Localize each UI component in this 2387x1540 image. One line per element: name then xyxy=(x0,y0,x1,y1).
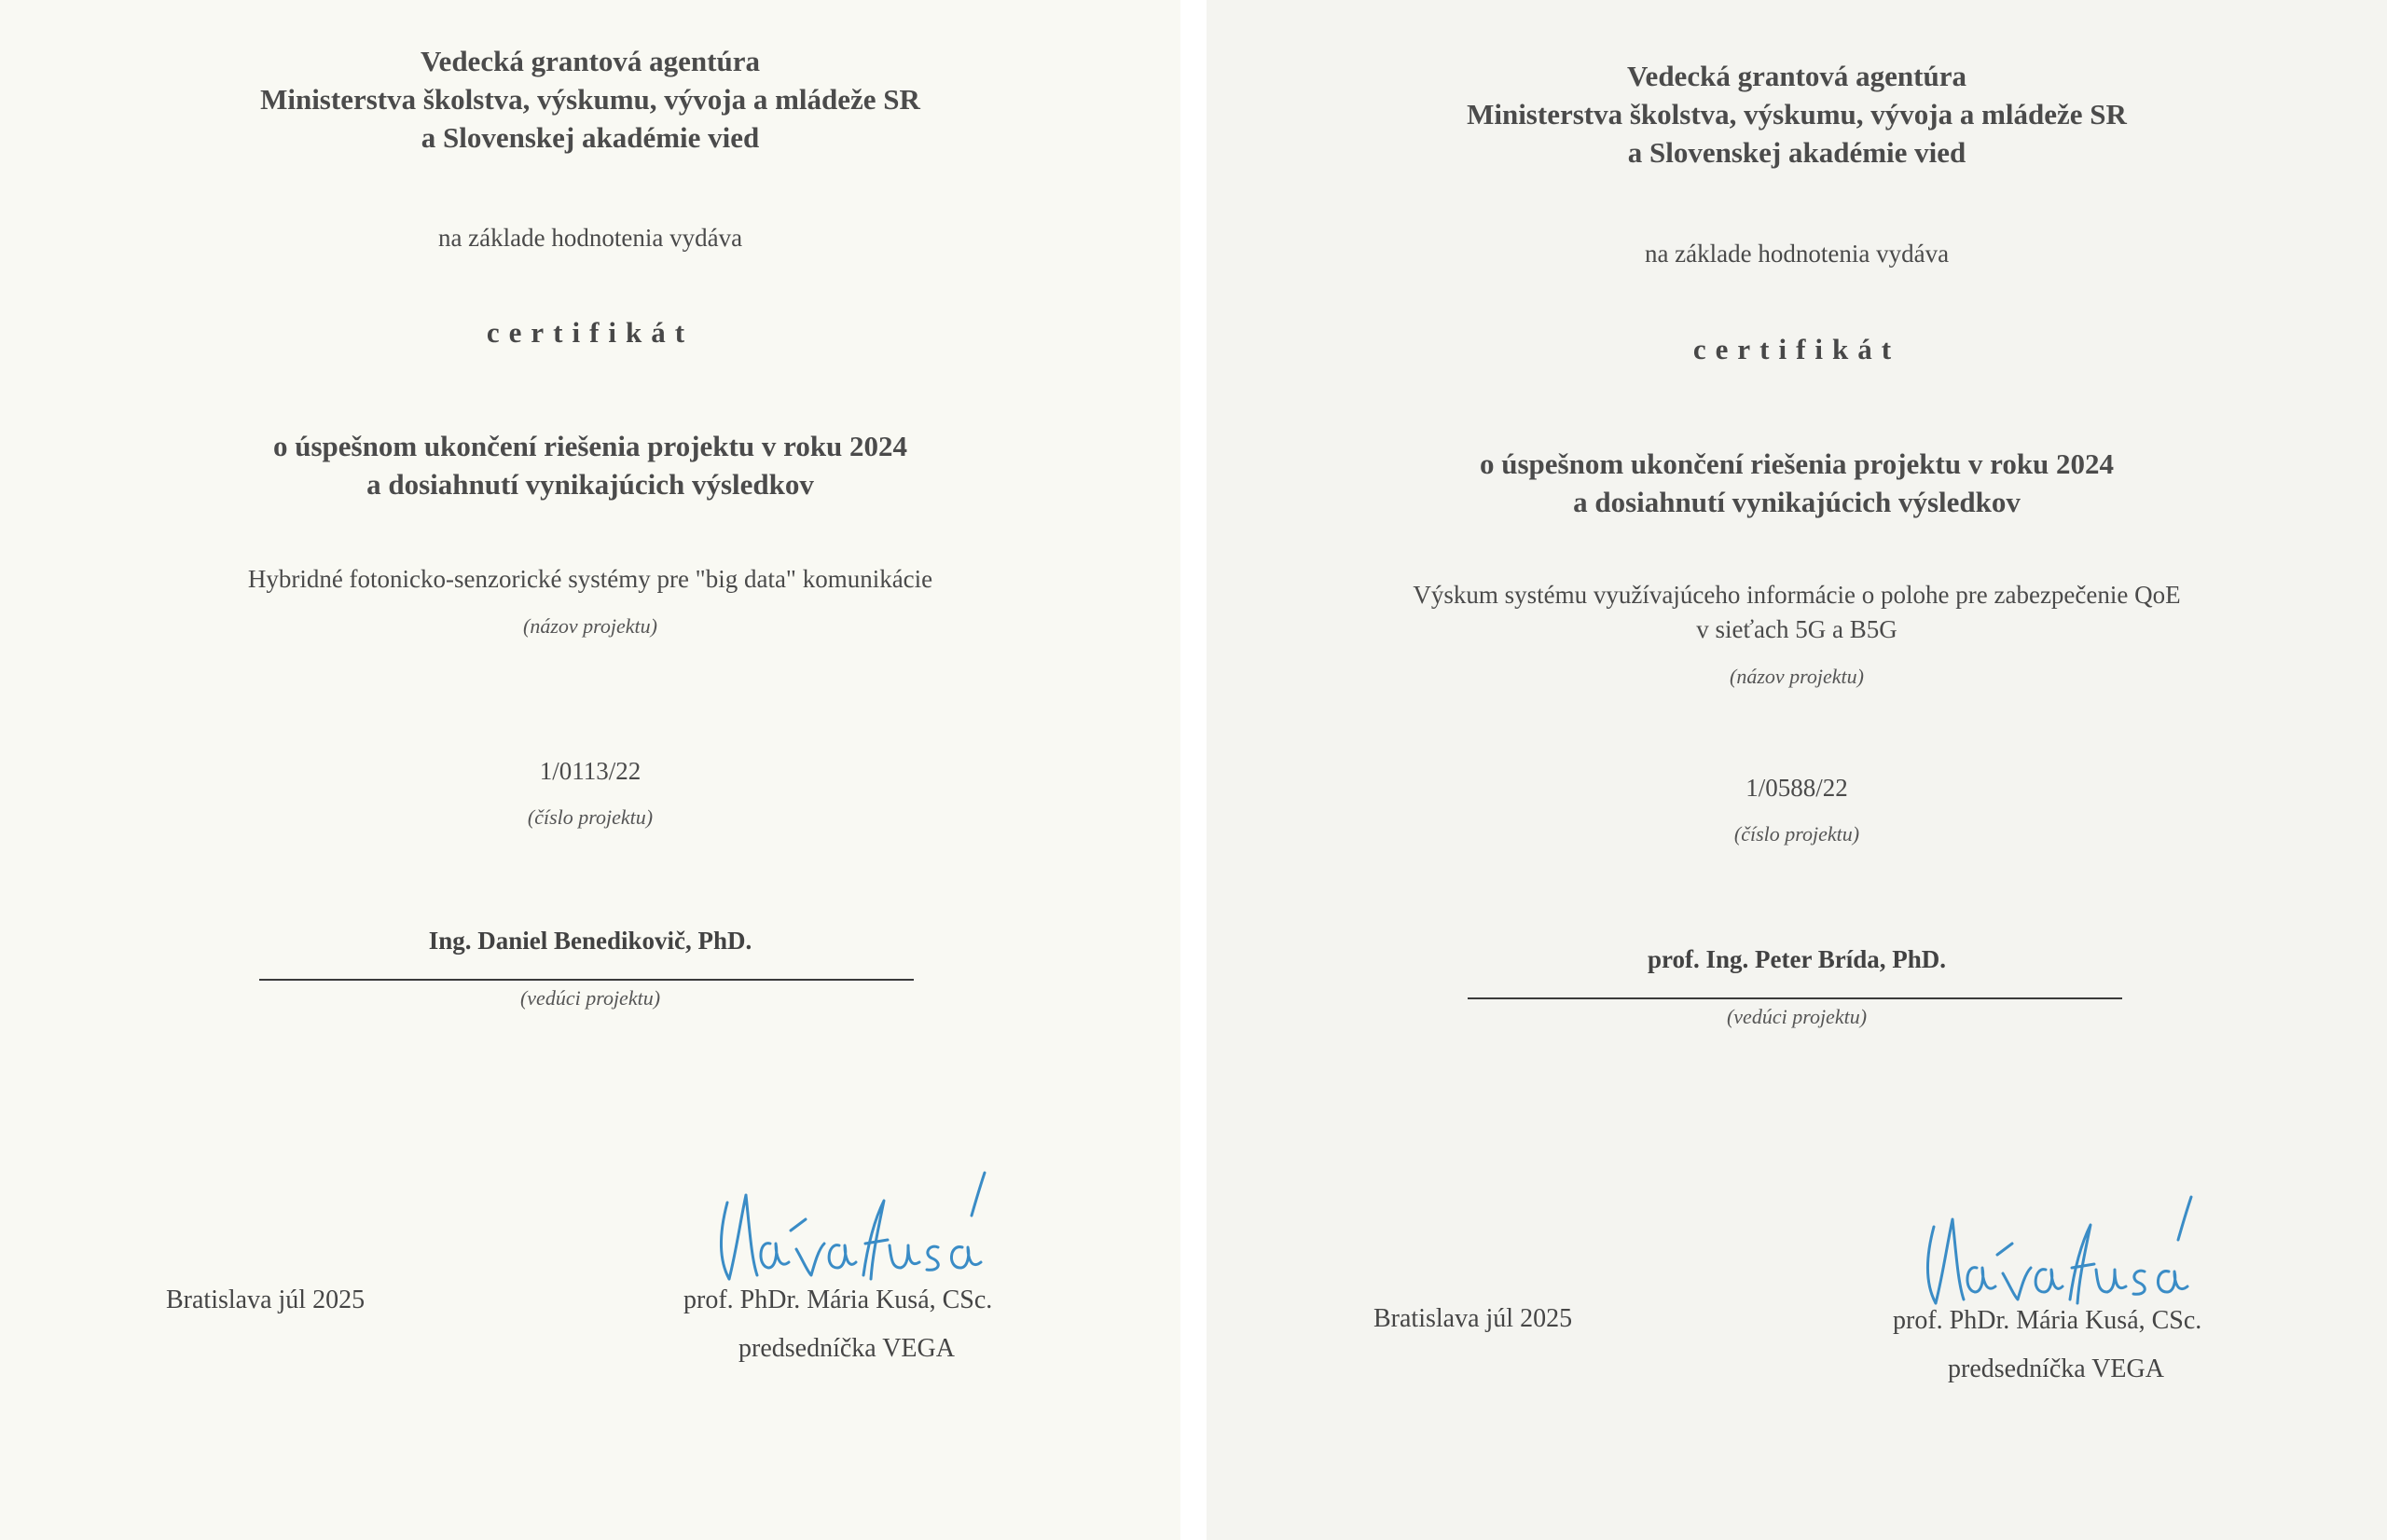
place-and-date: Bratislava júl 2025 xyxy=(166,1286,366,1314)
certificate-left xyxy=(0,0,1180,1540)
certificate-title: certifikát xyxy=(1692,333,1901,365)
project-title: Hybridné fotonicko-senzorické systémy pre "big data" komunikácie xyxy=(247,565,933,593)
issuer-text: na základe hodnotenia vydáva xyxy=(1644,240,1950,268)
purpose-line-1: o úspešnom ukončení riešenia projektu v roku 2024 xyxy=(272,430,908,462)
leader-signature-line xyxy=(1468,997,2122,999)
project-number: 1/0113/22 xyxy=(539,757,642,785)
agency-name: Vedecká grantová agentúra xyxy=(421,45,760,77)
project-title-line-2: v sieťach 5G a B5G xyxy=(1696,615,1897,643)
project-title-caption: (názov projektu) xyxy=(523,614,657,638)
signature xyxy=(1915,1189,2204,1311)
signatory-name: prof. PhDr. Mária Kusá, CSc. xyxy=(683,1286,993,1314)
signatory-role: predsedníčka VEGA xyxy=(738,1334,955,1363)
signatory-name: prof. PhDr. Mária Kusá, CSc. xyxy=(1893,1306,2202,1335)
certificate-right xyxy=(1207,0,2387,1540)
issuer-text: na základe hodnotenia vydáva xyxy=(437,224,743,252)
project-leader-caption: (vedúci projektu) xyxy=(519,986,661,1010)
ministry-name: Ministerstva školstva, výskumu, vývoja a mládeže SR xyxy=(260,83,920,116)
purpose-line-1: o úspešnom ukončení riešenia projektu v roku 2024 xyxy=(1479,447,2115,480)
project-title-line-1: Výskum systému využívajúceho informácie o polohe pre zabezpečenie QoE xyxy=(1413,581,2181,609)
signature xyxy=(709,1165,998,1286)
project-number-caption: (číslo projektu) xyxy=(527,805,654,829)
place-and-date: Bratislava júl 2025 xyxy=(1373,1304,1573,1333)
leader-signature-line xyxy=(259,979,914,981)
project-title-caption: (názov projektu) xyxy=(1730,665,1864,688)
certificate-title: certifikát xyxy=(486,316,695,349)
page-gap xyxy=(1180,0,1207,1540)
purpose-line-2: a dosiahnutí vynikajúcich výsledkov xyxy=(366,468,814,501)
academy-name: a Slovenskej akadémie vied xyxy=(421,121,760,154)
project-number-caption: (číslo projektu) xyxy=(1733,822,1860,846)
academy-name: a Slovenskej akadémie vied xyxy=(1627,136,1966,169)
project-number: 1/0588/22 xyxy=(1745,774,1848,802)
agency-name: Vedecká grantová agentúra xyxy=(1627,60,1966,92)
project-leader-caption: (vedúci projektu) xyxy=(1726,1005,1868,1028)
ministry-name: Ministerstva školstva, výskumu, vývoja a mládeže SR xyxy=(1467,98,2127,131)
project-leader-name: prof. Ing. Peter Brída, PhD. xyxy=(1648,945,1946,973)
signatory-role: predsedníčka VEGA xyxy=(1948,1354,2164,1383)
project-leader-name: Ing. Daniel Benedikovič, PhD. xyxy=(428,927,752,955)
purpose-line-2: a dosiahnutí vynikajúcich výsledkov xyxy=(1573,486,2021,518)
